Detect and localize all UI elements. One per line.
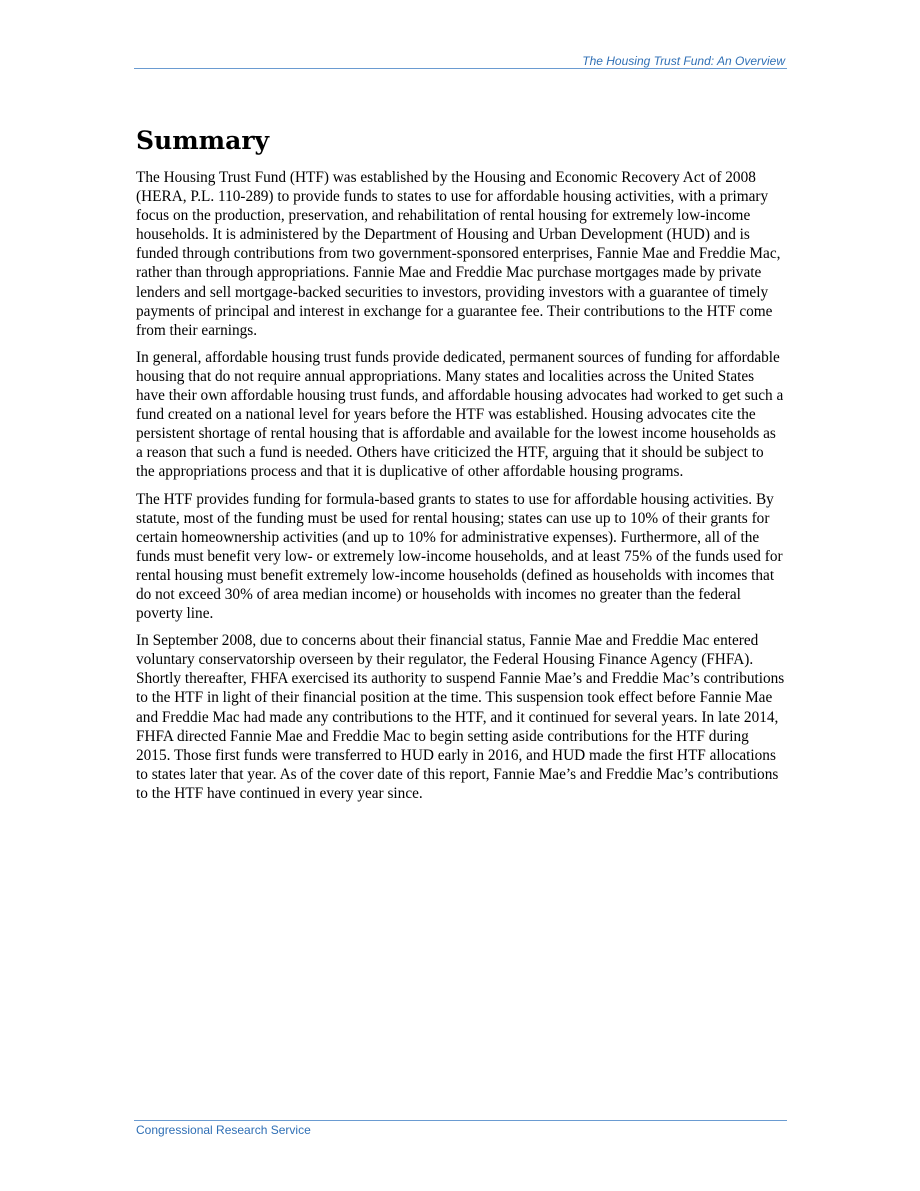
header-divider <box>134 68 787 69</box>
running-header-title: The Housing Trust Fund: An Overview <box>582 54 785 68</box>
footer-divider <box>134 1120 787 1121</box>
paragraph-3: The HTF provides funding for formula-based grants to states to use for affordable housing activities. By statute, most of the funding must be used for rental housing; states can use up to 10% of their grants for certain homeownership activities (and up to 10% for administrative expenses). Furthermore, all of the funds must benefit very low- or extremely low-income households, and at least 75% of the funds used for rental housing must benefit extremely low-income households (defined as households with incomes that do not exceed 30% of area median income) or households with incomes no greater than the federal poverty line. <box>136 490 783 623</box>
summary-body <box>136 168 786 811</box>
page-title: Summary <box>136 126 270 155</box>
paragraph-1: The Housing Trust Fund (HTF) was established by the Housing and Economic Recovery Act of 2008 (HERA, P.L. 110-289) to provide funds to states to use for affordable housing activities, with a primary focus on the production, preservation, and rehabilitation of rental housing for extremely low-income households. It is administered by the Department of Housing and Urban Development (HUD) and is funded through contributions from two government-sponsored enterprises, Fannie Mae and Freddie Mac, rather than through appropriations. Fannie Mae and Freddie Mac purchase mortgages made by private lenders and sell mortgage-backed securities to investors, providing investors with a guarantee of timely payments of principal and interest in exchange for a guarantee fee. Their contributions to the HTF come from their earnings. <box>136 169 781 339</box>
paragraph-4: In September 2008, due to concerns about their financial status, Fannie Mae and Freddie Mac entered voluntary conservatorship overseen by their regulator, the Federal Housing Finance Agency (FHFA). Shortly thereafter, FHFA exercised its authority to suspend Fannie Mae’s and Freddie Mac’s contributions to the HTF in light of their financial position at the time. This suspension took effect before Fannie Mae and Freddie Mac had made any contributions to the HTF, and it continued for several years. In late 2014, FHFA directed Fannie Mae and Freddie Mac to begin setting aside contributions for the HTF during 2015. Those first funds were transferred to HUD early in 2016, and HUD made the first HTF allocations to states later that year. As of the cover date of this report, Fannie Mae’s and Freddie Mac’s contributions to the HTF have continued in every year since. <box>136 632 785 802</box>
footer-organization: Congressional Research Service <box>136 1123 311 1137</box>
paragraph-2: In general, affordable housing trust funds provide dedicated, permanent sources of funding for affordable housing that do not require annual appropriations. Many states and localities across the United States have their own affordable housing trust funds, and affordable housing advocates had worked to get such a fund created on a national level for years before the HTF was established. Housing advocates cite the persistent shortage of rental housing that is affordable and available for the lowest income households as a reason that such a fund is needed. Others have criticized the HTF, arguing that it should be subject to the appropriations process and that it is duplicative of other affordable housing programs. <box>136 348 784 481</box>
